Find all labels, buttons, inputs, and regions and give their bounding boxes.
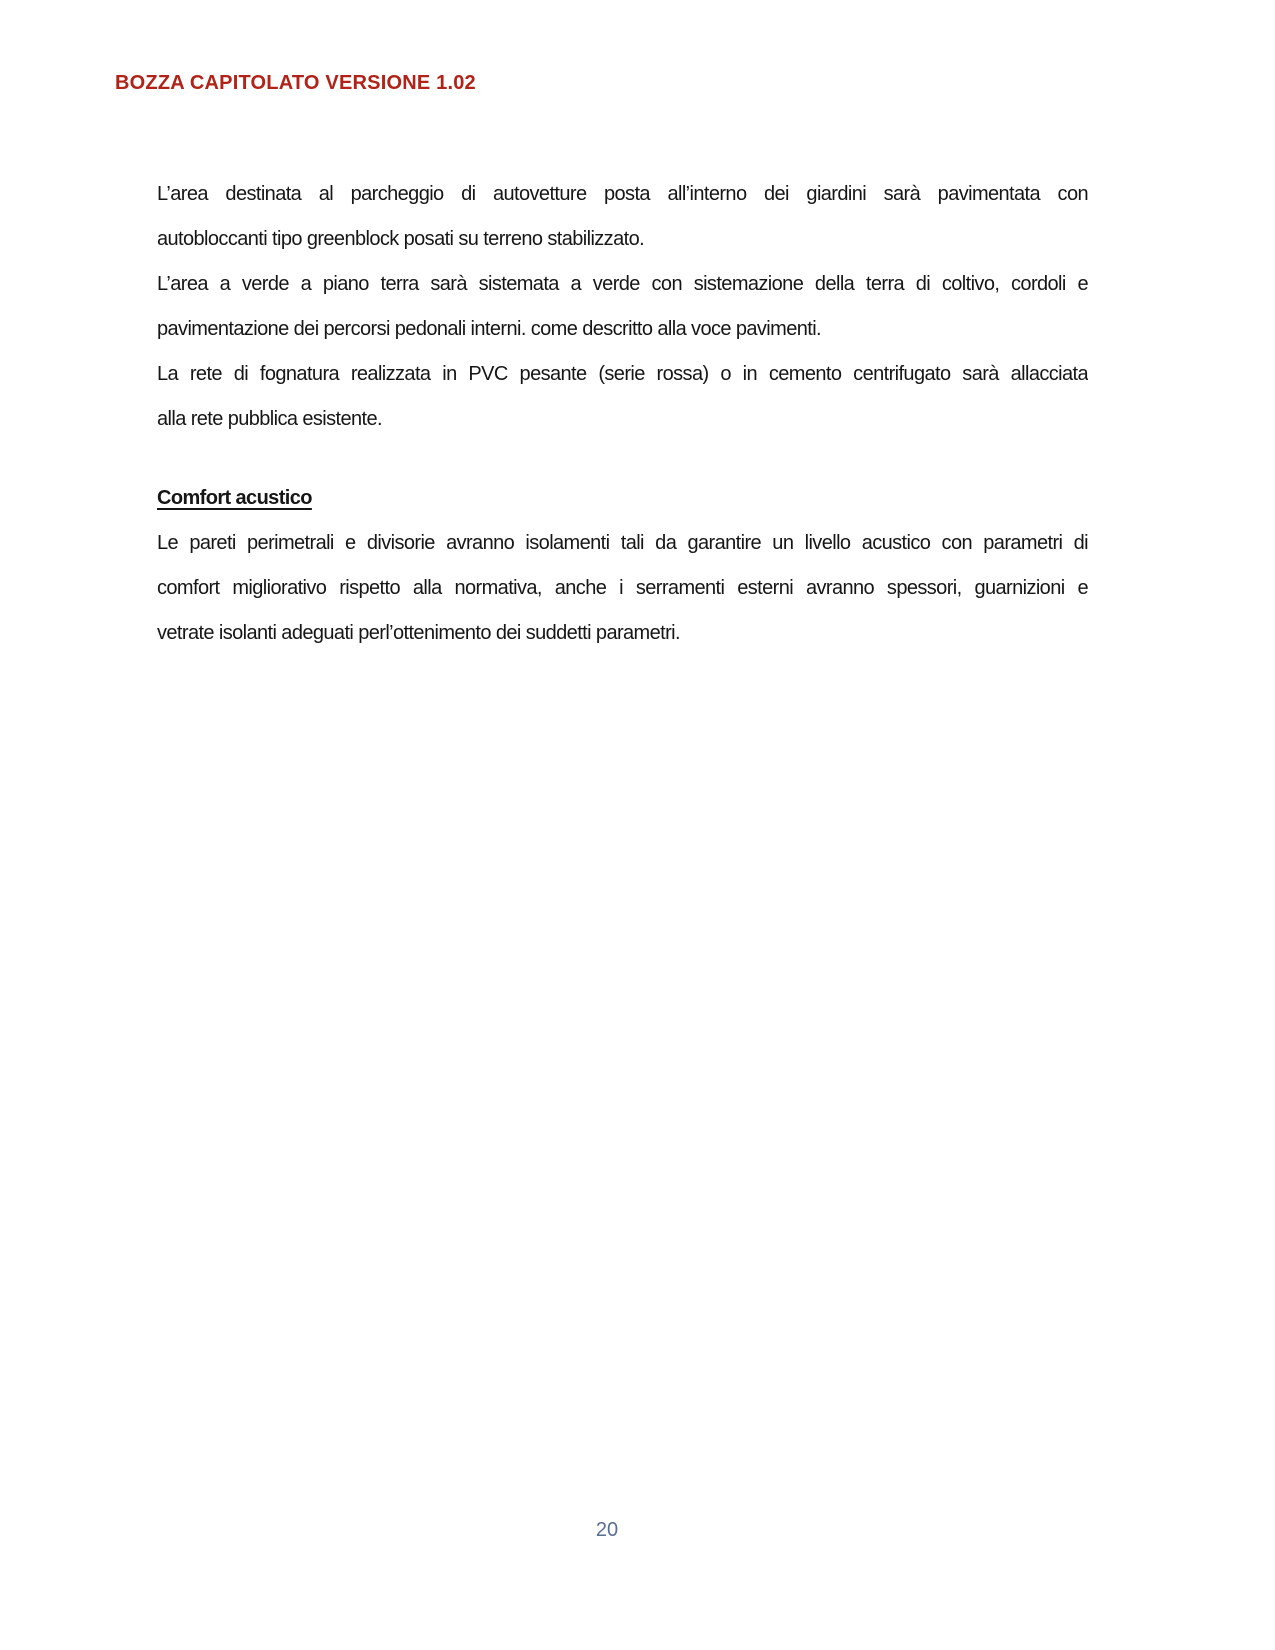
text-line: vetrate isolanti adeguati perl’ottenimento dei suddetti parametri. xyxy=(157,622,680,644)
text-line: La rete di fognatura realizzata in PVC pesante (serie rossa) o in cemento centrifugato sarà allacciata xyxy=(157,363,1088,385)
text-line: L’area destinata al parcheggio di autovetture posta all’interno dei giardini sarà pavimentata con xyxy=(157,183,1088,205)
document-body xyxy=(157,172,1088,656)
text-line: Le pareti perimetrali e divisorie avranno isolamenti tali da garantire un livello acustico con parametri di xyxy=(157,532,1088,554)
paragraph xyxy=(157,262,1088,352)
document-header-title: BOZZA CAPITOLATO VERSIONE 1.02 xyxy=(115,72,476,94)
section-heading: Comfort acustico xyxy=(157,487,312,509)
text-line: L’area a verde a piano terra sarà sistemata a verde con sistemazione della terra di coltivo, cordoli e xyxy=(157,273,1088,295)
page-number: 20 xyxy=(595,1519,619,1541)
text-line: alla rete pubblica esistente. xyxy=(157,408,382,430)
paragraph xyxy=(157,521,1088,656)
text-line: pavimentazione dei percorsi pedonali interni. come descritto alla voce pavimenti. xyxy=(157,318,821,340)
text-line: comfort migliorativo rispetto alla normativa, anche i serramenti esterni avranno spessori, guarnizioni e xyxy=(157,577,1088,599)
paragraph xyxy=(157,172,1088,262)
paragraph xyxy=(157,352,1088,442)
text-line: autobloccanti tipo greenblock posati su terreno stabilizzato. xyxy=(157,228,645,250)
paragraph-spacer xyxy=(157,442,1088,476)
